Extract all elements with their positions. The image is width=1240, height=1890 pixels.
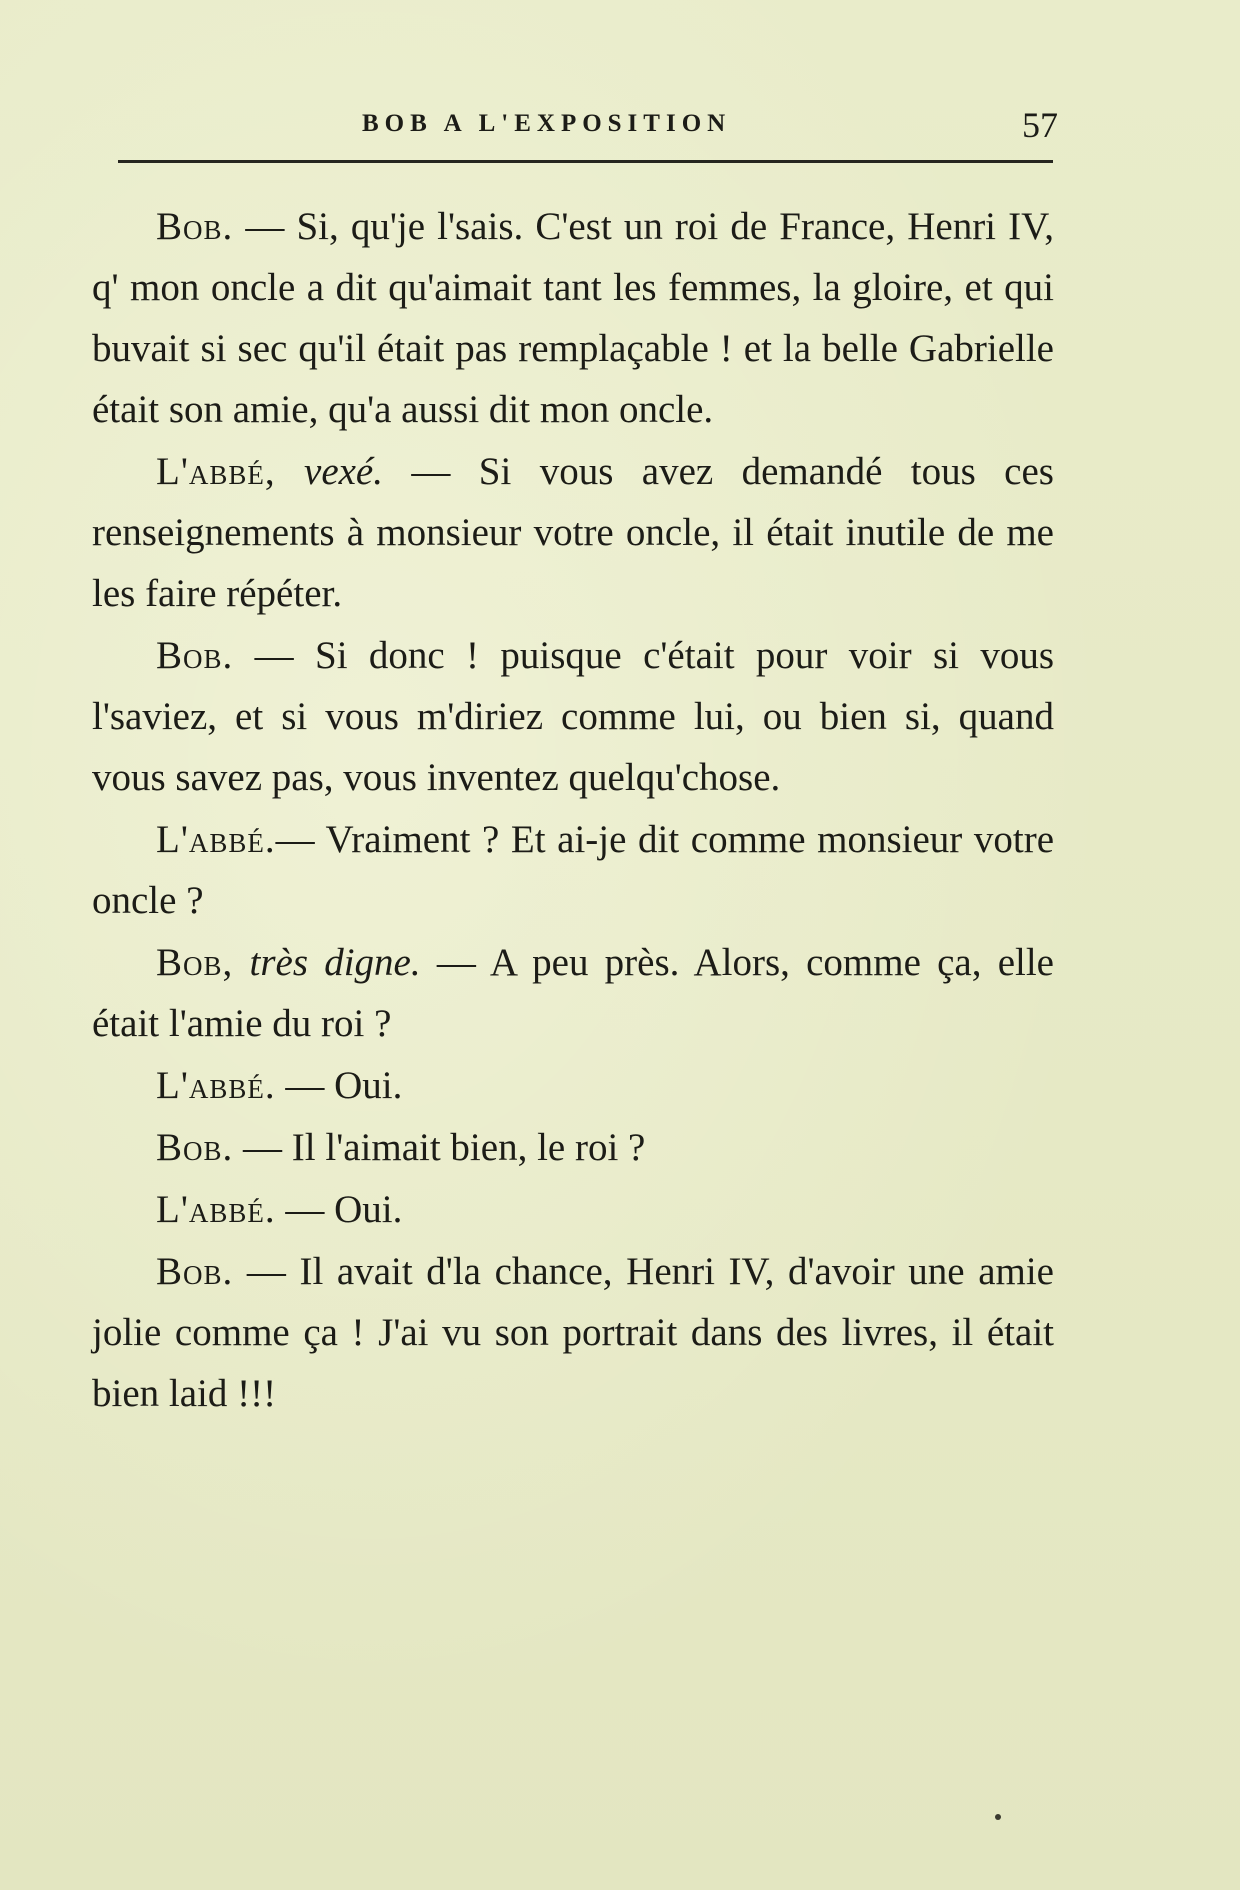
dialogue-text: — Il l'aimait bien, le roi ? [233,1126,646,1169]
header-rule [118,160,1053,163]
dialogue-paragraph [92,1241,1054,1424]
dialogue-paragraph [92,932,1054,1054]
speaker-name: L'abbé. [156,1188,276,1231]
dialogue-text: — Vraiment ? Et ai-je dit comme monsieur votre oncle ? [92,818,1054,922]
speaker-name: L'abbé, [156,450,276,493]
speaker-name: L'abbé. [156,1064,276,1107]
dialogue-text: — Oui. [275,1188,403,1231]
page-header [118,104,1058,154]
stage-direction: vexé. [275,450,383,493]
dialogue-paragraph [92,441,1054,624]
dialogue-text: — A peu près. Alors, comme ça, elle était l'amie du roi ? [92,941,1054,1045]
dialogue-paragraph [92,625,1054,808]
dialogue-paragraph [92,1117,1054,1178]
stage-direction: très digne. [249,941,421,984]
dialogue-text: — Si, qu'je l'sais. C'est un roi de France, Henri IV, q' mon oncle a dit qu'aimait tant les femmes, la gloire, et qui buvait si sec qu'il était pas remplaçable ! et la belle Gabrielle était son amie, qu'a aussi dit mon oncle. [92,205,1054,431]
dialogue-text: — Il avait d'la chance, Henri IV, d'avoir une amie jolie comme ça ! J'ai vu son portrait dans des livres, il était bien laid !!! [92,1250,1054,1415]
dialogue-text: — Si vous avez demandé tous ces renseignements à monsieur votre oncle, il était inutile de me les faire répéter. [92,450,1054,615]
speaker-name: Bob, [156,941,234,984]
ink-speck [995,1814,1001,1820]
dialogue-text: — Si donc ! puisque c'était pour voir si vous l'saviez, et si vous m'diriez comme lui, ou bien si, quand vous savez pas, vous inventez quelqu'chose. [92,634,1054,799]
speaker-name: L'abbé. [156,818,276,861]
body-text [92,196,1054,1425]
speaker-name: Bob. [156,1126,234,1169]
speaker-name: Bob. [156,634,234,677]
dialogue-text: — Oui. [275,1064,403,1107]
running-title: BOB A L'EXPOSITION [362,110,732,137]
dialogue-paragraph [92,1179,1054,1240]
speaker-name: Bob. [156,1250,234,1293]
dialogue-paragraph [92,196,1054,440]
page-number: 57 [1022,105,1058,145]
dialogue-paragraph [92,1055,1054,1116]
speaker-name: Bob. [156,205,234,248]
dialogue-paragraph [92,809,1054,931]
